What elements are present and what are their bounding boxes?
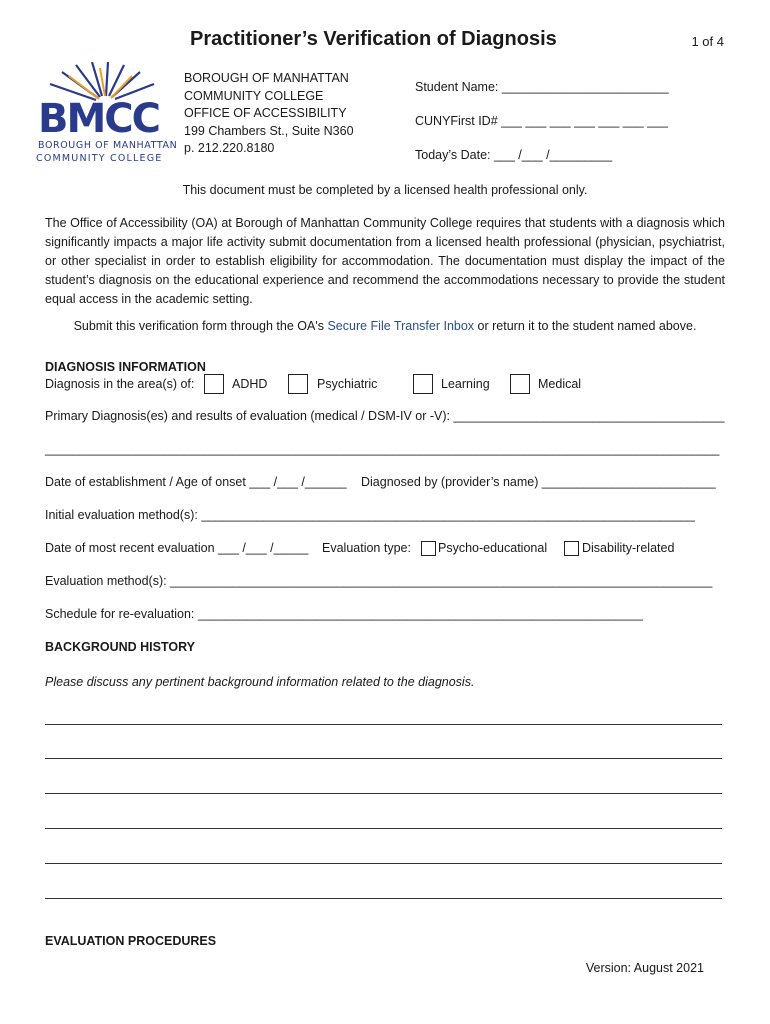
logo-line2: COMMUNITY COLLEGE [36,153,163,164]
background-prompt: Please discuss any pertinent background information related to the diagnosis. [45,675,475,689]
student-name-field[interactable]: Student Name: ________________________ [415,80,669,94]
adhd-label: ADHD [232,377,268,391]
evaluation-method-field[interactable]: Evaluation method(s): ______________________________________________________________________________ [45,574,713,588]
submit-instructions [0,319,770,333]
submit-suffix: or return it to the student named above. [474,319,697,333]
background-answer-line[interactable] [45,724,722,725]
intro-paragraph: The Office of Accessibility (OA) at Borough of Manhattan Community College requires that students with a diagnosis which significantly impacts a major life activity submit documentation from a licensed health professional (physician, psychiatrist, or other specialist in order to establish eligibility for accommodation. The documentation must display the impact of the student’s diagnosis on the educational experience and recommend the accommodations necessary to provide the student equal access in the academic setting. [45,216,725,306]
medical-checkbox[interactable] [510,374,530,394]
psychiatric-label: Psychiatric [317,377,378,391]
todays-date-field[interactable]: Today’s Date: ___ /___ /_________ [415,148,613,162]
primary-diagnosis-field[interactable]: Primary Diagnosis(es) and results of evaluation (medical / DSM-IV or -V): _______________________________________ [45,409,725,423]
disability-related-label: Disability-related [582,541,675,555]
address-line: BOROUGH OF MANHATTAN [184,71,349,85]
background-answer-line[interactable] [45,758,722,759]
evaluation-procedures-heading: EVALUATION PROCEDURES [45,934,217,948]
date-of-establishment-field[interactable]: Date of establishment / Age of onset ___ /___ /______ [45,475,347,489]
background-answer-line[interactable] [45,828,722,829]
page-number: 1 of 4 [691,34,724,49]
adhd-checkbox[interactable] [204,374,224,394]
logo-wordmark: BMCC [38,96,160,142]
recent-evaluation-date-field[interactable]: Date of most recent evaluation ___ /___ /_____ [45,541,309,555]
address-phone: p. 212.220.8180 [184,141,275,155]
address-line: COMMUNITY COLLEGE [184,88,324,103]
logo-line1: BOROUGH OF MANHATTAN [38,140,178,151]
learning-checkbox[interactable] [413,374,433,394]
diagnosis-heading: DIAGNOSIS INFORMATION [45,360,206,374]
submit-prefix: Submit this verification form through the OA's [73,319,328,333]
version-label: Version: August 2021 [585,961,704,975]
re-evaluation-schedule-field[interactable]: Schedule for re-evaluation: ________________________________________________________________ [45,607,643,621]
page-title: Practitioner’s Verification of Diagnosis [190,28,557,50]
medical-label: Medical [538,377,582,391]
psychiatric-checkbox[interactable] [288,374,308,394]
disability-related-checkbox[interactable] [564,541,579,556]
licensed-notice: This document must be completed by a licensed health professional only. [182,183,588,197]
diagnosed-by-field[interactable]: Diagnosed by (provider’s name) _________________________ [361,475,716,489]
diagnosis-area-label: Diagnosis in the area(s) of: [45,377,195,391]
address-line: 199 Chambers St., Suite N360 [184,123,354,138]
psycho-educational-checkbox[interactable] [421,541,436,556]
office-address [184,70,354,158]
psycho-educational-label: Psycho-educational [438,541,548,555]
address-line: OFFICE OF ACCESSIBILITY [184,106,347,120]
background-heading: BACKGROUND HISTORY [45,640,196,654]
background-answer-line[interactable] [45,898,722,899]
cunyfirst-id-field[interactable]: CUNYFirst ID# ___ ___ ___ ___ ___ ___ ___ [415,114,668,128]
initial-evaluation-method-field[interactable]: Initial evaluation method(s): _______________________________________________________________________ [45,508,695,522]
evaluation-type-label: Evaluation type: [322,541,411,555]
primary-diagnosis-continued[interactable]: _________________________________________________________________________________________________ [45,442,720,456]
bmcc-logo [36,62,182,172]
background-answer-line[interactable] [45,793,722,794]
student-fields [415,70,669,172]
bmcc-logo-graphic [36,62,182,172]
background-answer-line[interactable] [45,863,722,864]
secure-file-transfer-link[interactable]: Secure File Transfer Inbox [327,319,475,333]
learning-label: Learning [441,377,490,391]
